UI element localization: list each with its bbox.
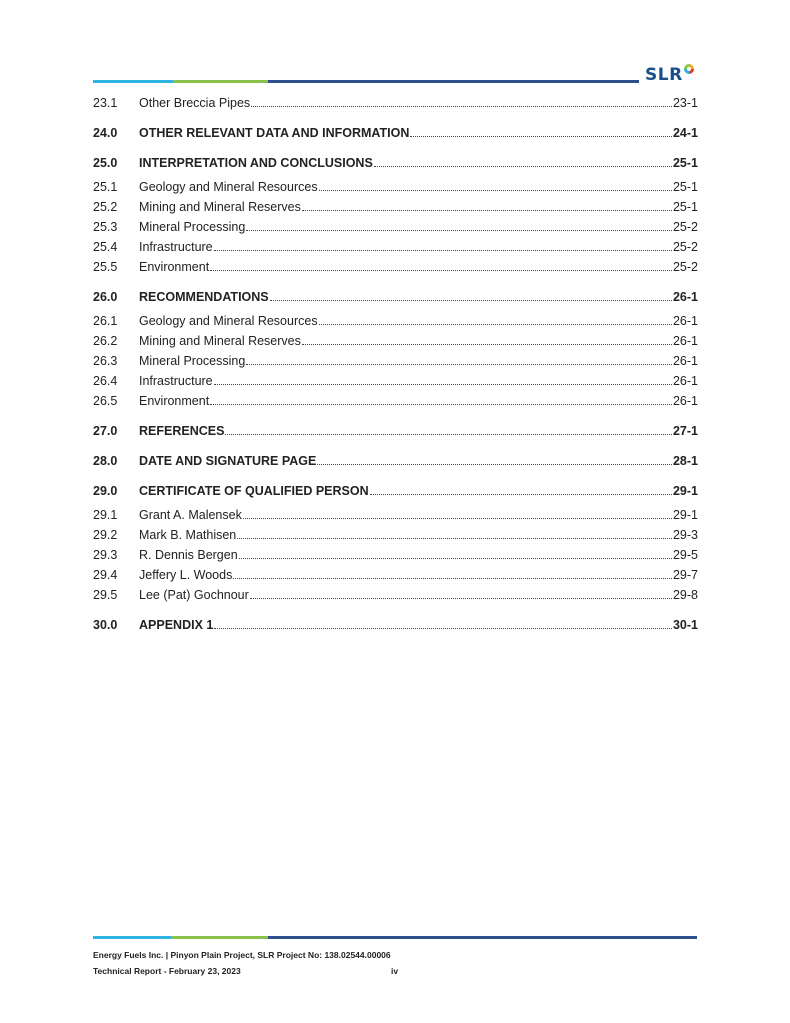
toc-dot-leader xyxy=(225,423,672,435)
toc-page-number: 26-1 xyxy=(672,374,698,388)
page-number: iv xyxy=(391,966,399,976)
toc-dot-leader xyxy=(214,239,672,251)
toc-section-number: 26.1 xyxy=(93,314,118,328)
toc-section-number: 27.0 xyxy=(93,424,118,438)
toc-section-title: APPENDIX 1 xyxy=(139,618,214,632)
toc-page-number: 29-7 xyxy=(672,568,698,582)
toc-page-number: 29-1 xyxy=(672,484,698,498)
toc-entry[interactable] xyxy=(93,373,698,389)
toc-entry[interactable] xyxy=(93,587,698,603)
toc-section-title: R. Dennis Bergen xyxy=(139,548,238,562)
toc-dot-leader xyxy=(270,289,672,301)
toc-section-title: DATE AND SIGNATURE PAGE xyxy=(139,454,317,468)
toc-page-number: 28-1 xyxy=(672,454,698,468)
toc-section-number: 29.5 xyxy=(93,588,118,602)
toc-entry[interactable] xyxy=(93,483,698,499)
toc-entry[interactable] xyxy=(93,547,698,563)
toc-section-title: Geology and Mineral Resources xyxy=(139,180,318,194)
toc-entry[interactable] xyxy=(93,527,698,543)
toc-page-number: 26-1 xyxy=(672,354,698,368)
toc-page-number: 29-1 xyxy=(672,508,698,522)
toc-section-number: 29.3 xyxy=(93,548,118,562)
toc-page-number: 26-1 xyxy=(672,290,698,304)
footer-rule xyxy=(93,936,697,939)
toc-section-number: 25.5 xyxy=(93,260,118,274)
header-rule xyxy=(93,80,639,83)
toc-section-title: Infrastructure xyxy=(139,240,213,254)
toc-section-title: Other Breccia Pipes xyxy=(139,96,251,110)
toc-section-title: Infrastructure xyxy=(139,374,213,388)
toc-dot-leader xyxy=(370,483,672,495)
toc-page-number: 29-5 xyxy=(672,548,698,562)
toc-dot-leader xyxy=(210,259,672,271)
toc-section-number: 26.0 xyxy=(93,290,118,304)
toc-section-number: 29.1 xyxy=(93,508,118,522)
toc-dot-leader xyxy=(233,567,672,579)
toc-entry[interactable] xyxy=(93,453,698,469)
toc-section-number: 29.2 xyxy=(93,528,118,542)
toc-section-title: REFERENCES xyxy=(139,424,225,438)
toc-section-number: 30.0 xyxy=(93,618,118,632)
toc-entry[interactable] xyxy=(93,199,698,215)
toc-dot-leader xyxy=(246,219,672,231)
toc-entry[interactable] xyxy=(93,393,698,409)
toc-entry[interactable] xyxy=(93,239,698,255)
toc-section-number: 28.0 xyxy=(93,454,118,468)
toc-section-number: 24.0 xyxy=(93,126,118,140)
toc-page-number: 25-1 xyxy=(672,156,698,170)
toc-section-title: Geology and Mineral Resources xyxy=(139,314,318,328)
toc-dot-leader xyxy=(210,393,672,405)
toc-page-number: 25-1 xyxy=(672,200,698,214)
toc-dot-leader xyxy=(302,333,672,345)
toc-section-title: Mining and Mineral Reserves xyxy=(139,200,301,214)
toc-dot-leader xyxy=(251,95,672,107)
toc-page-number: 26-1 xyxy=(672,314,698,328)
toc-entry[interactable] xyxy=(93,95,698,111)
toc-entry[interactable] xyxy=(93,289,698,305)
toc-section-number: 25.0 xyxy=(93,156,118,170)
toc-section-title: Environment xyxy=(139,260,210,274)
toc-dot-leader xyxy=(319,313,672,325)
logo-swirl-icon xyxy=(684,64,694,74)
toc-dot-leader xyxy=(246,353,672,365)
toc-page-number: 25-1 xyxy=(672,180,698,194)
toc-page-number: 24-1 xyxy=(672,126,698,140)
toc-section-number: 25.3 xyxy=(93,220,118,234)
toc-dot-leader xyxy=(243,507,672,519)
toc-section-title: Mineral Processing xyxy=(139,354,246,368)
toc-page-number: 25-2 xyxy=(672,220,698,234)
toc-page-number: 27-1 xyxy=(672,424,698,438)
toc-dot-leader xyxy=(214,617,672,629)
toc-entry[interactable] xyxy=(93,423,698,439)
toc-dot-leader xyxy=(250,587,672,599)
toc-entry[interactable] xyxy=(93,567,698,583)
toc-section-number: 25.2 xyxy=(93,200,118,214)
toc-section-title: INTERPRETATION AND CONCLUSIONS xyxy=(139,156,373,170)
toc-section-title: Mineral Processing xyxy=(139,220,246,234)
slr-logo xyxy=(645,64,694,86)
toc-section-title: Mining and Mineral Reserves xyxy=(139,334,301,348)
toc-section-number: 23.1 xyxy=(93,96,118,110)
toc-dot-leader xyxy=(319,179,672,191)
toc-dot-leader xyxy=(239,547,672,559)
toc-dot-leader xyxy=(374,155,672,167)
toc-entry[interactable] xyxy=(93,507,698,523)
toc-entry[interactable] xyxy=(93,259,698,275)
toc-dot-leader xyxy=(237,527,672,539)
toc-section-number: 26.4 xyxy=(93,374,118,388)
toc-entry[interactable] xyxy=(93,155,698,171)
footer-project-line: Energy Fuels Inc. | Pinyon Plain Project, SLR Project No: 138.02544.00006 xyxy=(93,950,391,960)
toc-entry[interactable] xyxy=(93,219,698,235)
toc-entry[interactable] xyxy=(93,179,698,195)
toc-page-number: 26-1 xyxy=(672,394,698,408)
toc-page-number: 30-1 xyxy=(672,618,698,632)
toc-section-number: 26.3 xyxy=(93,354,118,368)
toc-entry[interactable] xyxy=(93,333,698,349)
toc-section-number: 26.5 xyxy=(93,394,118,408)
toc-section-title: Lee (Pat) Gochnour xyxy=(139,588,249,602)
footer-report-date: Technical Report - February 23, 2023 xyxy=(93,966,241,976)
toc-page-number: 26-1 xyxy=(672,334,698,348)
toc-section-number: 25.4 xyxy=(93,240,118,254)
toc-dot-leader xyxy=(410,125,672,137)
toc-section-number: 29.4 xyxy=(93,568,118,582)
toc-section-title: RECOMMENDATIONS xyxy=(139,290,269,304)
logo-text: SLR xyxy=(645,65,683,85)
toc-entry[interactable] xyxy=(93,125,698,141)
toc-page-number: 23-1 xyxy=(672,96,698,110)
toc-section-title: CERTIFICATE OF QUALIFIED PERSON xyxy=(139,484,369,498)
toc-section-number: 29.0 xyxy=(93,484,118,498)
toc-section-title: OTHER RELEVANT DATA AND INFORMATION xyxy=(139,126,410,140)
toc-section-title: Environment xyxy=(139,394,210,408)
toc-section-number: 25.1 xyxy=(93,180,118,194)
toc-page-number: 29-8 xyxy=(672,588,698,602)
toc-section-title: Grant A. Malensek xyxy=(139,508,242,522)
toc-page-number: 29-3 xyxy=(672,528,698,542)
toc-section-title: Jeffery L. Woods xyxy=(139,568,233,582)
toc-entry[interactable] xyxy=(93,313,698,329)
toc-entry[interactable] xyxy=(93,353,698,369)
toc-section-number: 26.2 xyxy=(93,334,118,348)
toc-page-number: 25-2 xyxy=(672,260,698,274)
toc-page-number: 25-2 xyxy=(672,240,698,254)
toc-dot-leader xyxy=(317,453,672,465)
toc-dot-leader xyxy=(302,199,672,211)
toc-entry[interactable] xyxy=(93,617,698,633)
toc-dot-leader xyxy=(214,373,672,385)
toc-section-title: Mark B. Mathisen xyxy=(139,528,237,542)
